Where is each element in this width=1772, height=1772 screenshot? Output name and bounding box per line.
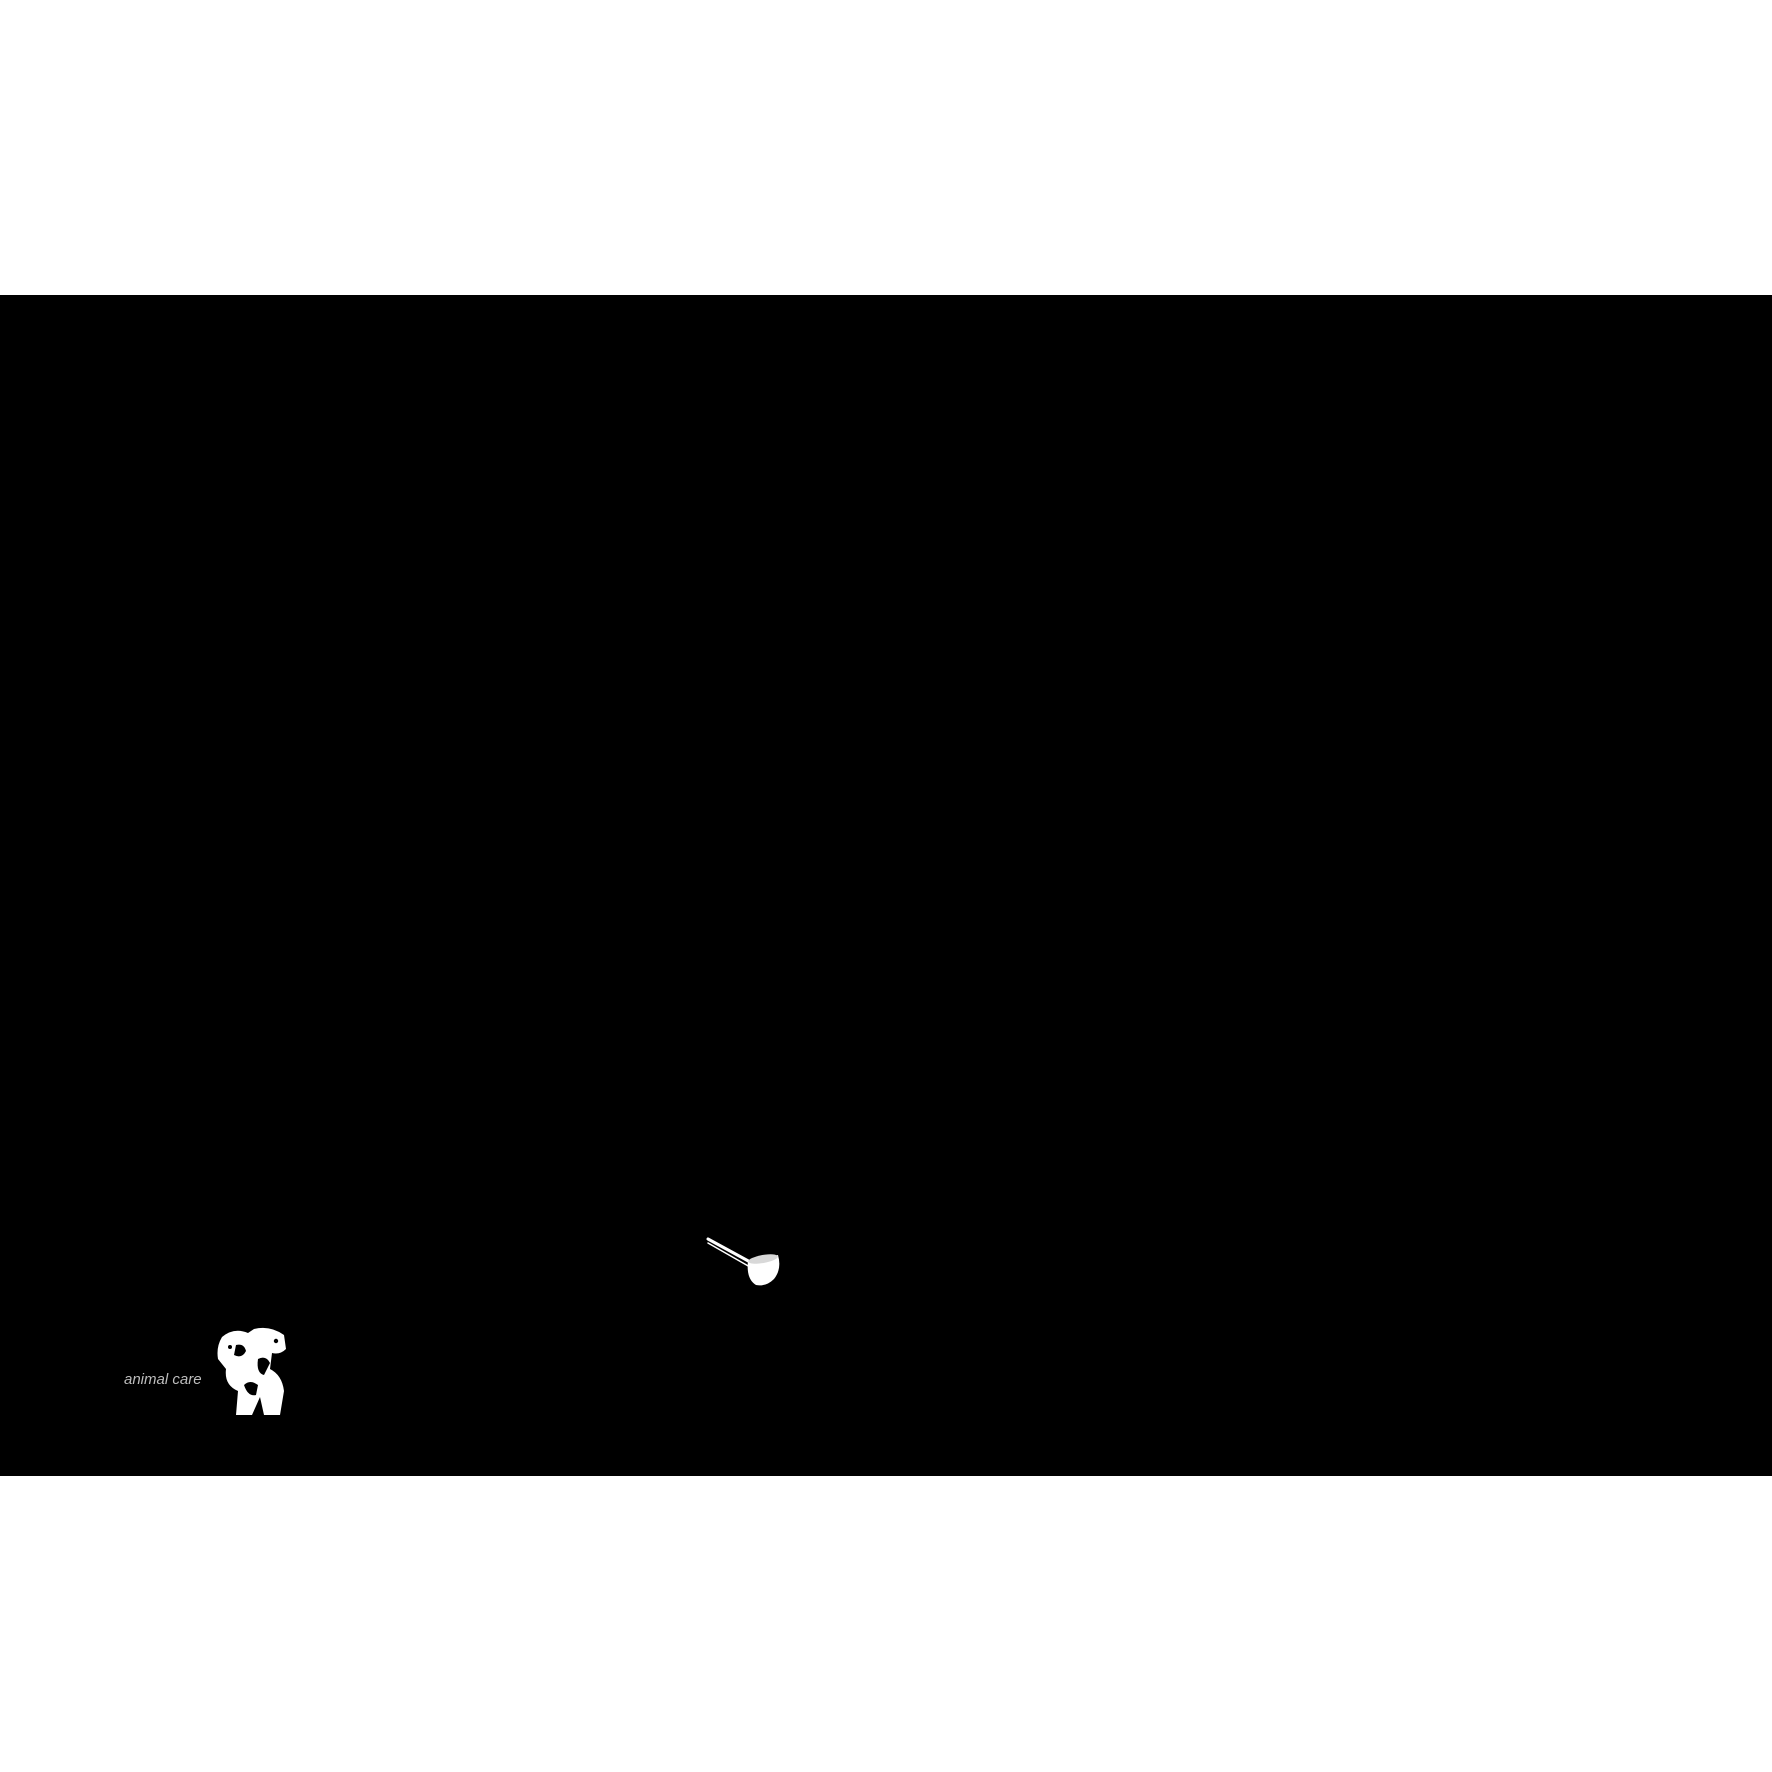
nl-feed-foal-label: Veulen:	[60, 539, 133, 563]
brand-name: Hofman	[58, 1331, 204, 1375]
nl-storage: Koel en droog < 25°C. Buiten direct zonlicht. Verpakking sluiten na elk gebruik.	[60, 659, 837, 713]
en-feed-pony-label: Pony:	[1349, 509, 1405, 533]
de-feed-foal: 15 Gramm pro Tag.	[131, 869, 323, 893]
de-feed-pony: 30 Gramm pro Tag.	[616, 839, 808, 863]
en-anal: Crude ash 34.0%; crude protein 7.0%; crude fibre 5.0%; crude fat 0.5%; sodium 1.0%; moisture 12.0%.	[910, 599, 1692, 653]
de-comp: Mischung aus 100% Meeresalgen.	[261, 899, 598, 923]
fr-anal-label: Constituants analytiques:	[910, 959, 1173, 983]
gmp-text: GMP+ FSA geborgd / GMP+ FSA gesichert / GMP+ FSA assured / Garanti GMP+ FSA.	[910, 1199, 1687, 1253]
haccp-text: Produced by HACCP guidelines.	[910, 1169, 1221, 1193]
en-feed-horse-label: Horse:	[1102, 509, 1166, 533]
nl-storage-label: Bewaring:	[60, 659, 164, 683]
scoop-amount: ±15 g	[796, 1252, 851, 1277]
fr-comp-label: Composition:	[910, 929, 1049, 953]
company-address	[306, 1357, 539, 1423]
brand-sub: animal care	[124, 1371, 202, 1388]
right-column	[910, 416, 1732, 1286]
de-comp-label: Zusammensetzung:	[60, 899, 262, 923]
fr-feed-foal-label: Poulain:	[1192, 899, 1270, 923]
de-intro: Einzelfuttermittel für Pferde, das aus einer speziell ausgewählten Mischung aus Braun-, Rot- und Grünalgen besteht, die eine natürliche Quelle für Mineralien, Vitamine, Präbiotika, Spurenelemente und Antioxidantien darstellen.	[60, 749, 852, 833]
en-lang-code: EN	[910, 419, 940, 443]
nl-feed-pony: 30 gram per dag.	[505, 509, 676, 533]
en-anal-label: Analytical constituents:	[910, 599, 1153, 623]
animals-icon	[214, 1325, 294, 1417]
en-feed-foal-label: Foal:	[910, 539, 958, 563]
de-storage-label: Lagerung:	[60, 989, 166, 1013]
fr-lang-code: FR	[910, 749, 939, 773]
nl-feed-label: Voederadvies:	[60, 509, 206, 533]
nl-anal-label: Analytische bestanddelen:	[60, 599, 333, 623]
fr-feed-horse-label: Cheval:	[1197, 869, 1271, 893]
en-feed-horse: 45 grams per day.	[1165, 509, 1350, 533]
en-feed-label: Feed instructions:	[910, 509, 1097, 533]
nl-comp: Mengsel van 100% zeewier.	[212, 569, 487, 593]
address-street: De Leemkoele 2	[306, 1359, 419, 1376]
company-website: hofmananimalcare.com	[306, 1403, 468, 1420]
fr-section	[910, 746, 1732, 1106]
nl-lang-code: NL	[60, 419, 89, 443]
product-title: Seaweed Pellets	[60, 340, 291, 372]
en-comp-label: Composition:	[910, 569, 1049, 593]
en-storage-label: Storage:	[910, 659, 998, 683]
de-feed-label: Fütterungsempfehlung:	[60, 839, 302, 863]
en-feed-foal: 15 grams per day.	[957, 539, 1136, 563]
registration-label: Registration number NVWA/GMP+:	[910, 1139, 1266, 1163]
address-city: 7468 DM Enter (The Netherlands)	[306, 1381, 540, 1398]
de-anal-label: Analytische Bestandteile:	[60, 929, 322, 953]
nl-section	[60, 416, 870, 716]
nl-feed-foal: 15 gram per dag.	[132, 539, 302, 563]
fr-feed-foal: 15 grammes par jour.	[1269, 899, 1479, 923]
de-anal: Rohasche 34,0%; Rohprotein 7,0%; Rohfaser 5,0%; Rohfett 0,5%; Natrium 1,0%; Feuchtigkeit 12,0%.	[60, 929, 824, 983]
fr-storage: Dans un endroit frais et sec < 25°C. À l’abri des rayons directs du soleil. Fermer l’emballage après chaque utilisation. À utiliser de préférence avant: voir code-barres.	[910, 1019, 1726, 1103]
nl-feed-horse: 45 gram per dag.	[274, 509, 451, 533]
brand-logo	[58, 1333, 204, 1388]
nl-anal: Ruwe as 34,0%; ruw eiwit 7,0%; ruwe celstof 5,0%; ruw vet 0,5%; natrium 1,0%; vocht 12,0%.	[60, 599, 868, 653]
de-lang-code: DE	[60, 749, 90, 773]
de-section	[60, 746, 870, 1076]
scoop-icon	[704, 1233, 784, 1289]
nl-comp-label: Samenstelling:	[60, 569, 213, 593]
fr-feed-label: Instructions d’alimentation:	[910, 869, 1192, 893]
nl-feed-horse-label: Paard:	[211, 509, 275, 533]
left-column	[60, 416, 870, 1106]
de-feed-horse: 45 Gramm pro Tag.	[364, 839, 562, 863]
nl-intro: Voedermiddel voor paarden bestaande uit een speciaal geselecteerde mix van bruin-, rood- en groenwieren, die een natuurlijke bron van mineralen, vitaminen, prebiotica, sporenelementen en antioxidanten vormen.	[60, 419, 842, 503]
de-feed-foal-label: Fohlen:	[60, 869, 132, 893]
fr-anal: Cendres brutes 34,0%; protéine brute 7,0%; cellulose brute 5,0%; matières grasses brutes 0,5%; sodium 1,0%; humidité 12,0%.	[910, 959, 1688, 1013]
de-feed-pony-label: Pony:	[561, 839, 617, 863]
en-feed-pony: 30 grams per day.	[1404, 509, 1582, 533]
de-feed-horse-label: Pferd:	[307, 839, 365, 863]
fr-feed-pony: 30 grammes par jour.	[976, 899, 1193, 923]
fr-storage-label: Conservation:	[910, 1019, 1055, 1043]
fr-intro: Matière première pour aliments des chevaux composée d’un mélange spécialement sélectionné d’algues brunes, rouges et vertes, qui sont une source naturelle de minéraux, de vitamines, de prébiotiques, d’oligo-éléments et d’antioxydants.	[910, 749, 1675, 863]
en-section	[910, 416, 1732, 716]
en-comp: Blend of 100% seaweed.	[1048, 569, 1293, 593]
en-storage: Cool and dry < 25°C. Out of direct sunlight. Close packaging after each use. Best before: see barcode.	[910, 659, 1726, 713]
nl-feed-pony-label: Pony:	[450, 509, 506, 533]
en-intro: Feed material for horses consisting of a specially selected blend of brown, red and green algae, which are a natural source of minerals, vitamins, prebiotics, trace elements and antioxidants.	[910, 419, 1729, 503]
de-storage: Kühl und trocken < 25°C. Vor direkter Sonneneinstrahlung schützen. Verpackung schließen nach jedem Gebrauch. Mindestens haltbar bis: siehe Barcode.	[60, 989, 823, 1073]
fr-feed-pony-label: Poney:	[910, 899, 977, 923]
registration-value: NL17352 / GMP047956.	[1265, 1139, 1504, 1163]
fr-comp: Mélange composé à 100% d’algues marines.	[1048, 929, 1484, 953]
registration-section	[910, 1136, 1732, 1256]
fr-feed-horse: 45 grammes par jour.	[1270, 869, 1480, 893]
